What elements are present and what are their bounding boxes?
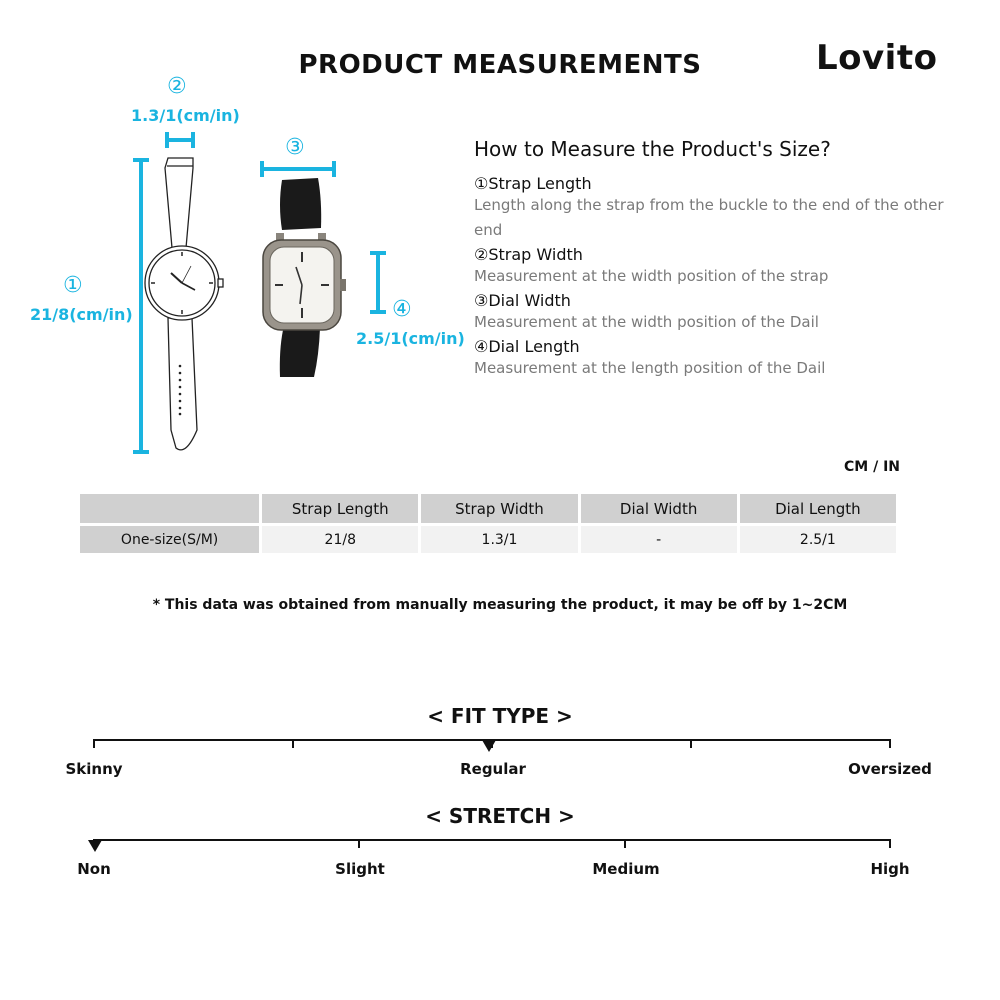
table-row-header: One-size(S/M) bbox=[80, 526, 259, 553]
table-cell: 2.5/1 bbox=[740, 526, 896, 553]
stretch-tick bbox=[358, 839, 360, 848]
fit-type-tick bbox=[93, 739, 95, 748]
unit-label: CM / IN bbox=[844, 459, 900, 475]
stretch-label-high: High bbox=[870, 860, 910, 878]
stretch-tick bbox=[889, 839, 891, 848]
howto-item-desc: Length along the strap from the buckle to the end of the other end bbox=[474, 196, 944, 239]
table-header-cell: Strap Length bbox=[262, 494, 418, 523]
howto-item bbox=[474, 174, 944, 243]
fit-type-tick bbox=[889, 739, 891, 748]
stretch-label-non: Non bbox=[77, 860, 111, 878]
stretch-tick bbox=[624, 839, 626, 848]
howto-item bbox=[474, 245, 944, 289]
stretch-selected-marker bbox=[88, 840, 102, 852]
table-row bbox=[80, 526, 896, 553]
howto-item-desc: Measurement at the length position of the Dail bbox=[474, 359, 826, 377]
marker-2: ② bbox=[167, 74, 187, 99]
table-cell: - bbox=[581, 526, 737, 553]
table-cell: 1.3/1 bbox=[421, 526, 577, 553]
measurement-note: * This data was obtained from manually measuring the product, it may be off by 1~2CM bbox=[152, 597, 848, 613]
marker-1: ① bbox=[63, 273, 83, 298]
howto-title: How to Measure the Product's Size? bbox=[474, 137, 831, 161]
stretch-label-slight: Slight bbox=[335, 860, 385, 878]
stretch-label-medium: Medium bbox=[592, 860, 660, 878]
fit-type-label-regular: Regular bbox=[460, 760, 526, 778]
table-header-cell bbox=[80, 494, 259, 523]
howto-item-heading: ③Dial Width bbox=[474, 291, 571, 310]
page-title: PRODUCT MEASUREMENTS bbox=[298, 50, 702, 80]
dial-length-dimension bbox=[370, 253, 386, 312]
fit-type-label-skinny: Skinny bbox=[65, 760, 123, 778]
strap-length-label: 21/8(cm/in) bbox=[30, 305, 133, 324]
brand-logo: Lovito bbox=[816, 38, 938, 78]
howto-item bbox=[474, 291, 944, 335]
marker-3: ③ bbox=[285, 135, 305, 160]
dial-width-dimension bbox=[262, 161, 334, 177]
strap-width-label: 1.3/1(cm/in) bbox=[131, 106, 240, 125]
fit-type-tick bbox=[690, 739, 692, 748]
dial-length-label: 2.5/1(cm/in) bbox=[356, 329, 465, 348]
watch-photo bbox=[263, 178, 346, 377]
table-header-cell: Dial Length bbox=[740, 494, 896, 523]
measurement-diagram bbox=[0, 70, 470, 470]
table-header-row bbox=[80, 494, 896, 523]
stretch-title: < STRETCH > bbox=[425, 804, 575, 828]
marker-4: ④ bbox=[392, 297, 412, 322]
fit-type-title: < FIT TYPE > bbox=[427, 704, 573, 728]
size-table bbox=[77, 491, 899, 556]
howto-item-heading: ①Strap Length bbox=[474, 174, 592, 193]
fit-type-selected-marker bbox=[482, 740, 496, 752]
howto-list bbox=[474, 172, 944, 381]
fit-type-label-oversized: Oversized bbox=[848, 760, 932, 778]
fit-type-tick bbox=[292, 739, 294, 748]
table-header-cell: Dial Width bbox=[581, 494, 737, 523]
howto-item-heading: ④Dial Length bbox=[474, 337, 580, 356]
howto-item-heading: ②Strap Width bbox=[474, 245, 583, 264]
table-cell: 21/8 bbox=[262, 526, 418, 553]
watch-line-drawing bbox=[145, 158, 223, 450]
table-header-cell: Strap Width bbox=[421, 494, 577, 523]
stretch-axis bbox=[93, 839, 890, 841]
strap-length-dimension bbox=[133, 160, 149, 452]
strap-width-dimension bbox=[167, 132, 193, 148]
howto-item bbox=[474, 337, 944, 381]
howto-item-desc: Measurement at the width position of the strap bbox=[474, 267, 829, 285]
howto-item-desc: Measurement at the width position of the Dail bbox=[474, 313, 819, 331]
